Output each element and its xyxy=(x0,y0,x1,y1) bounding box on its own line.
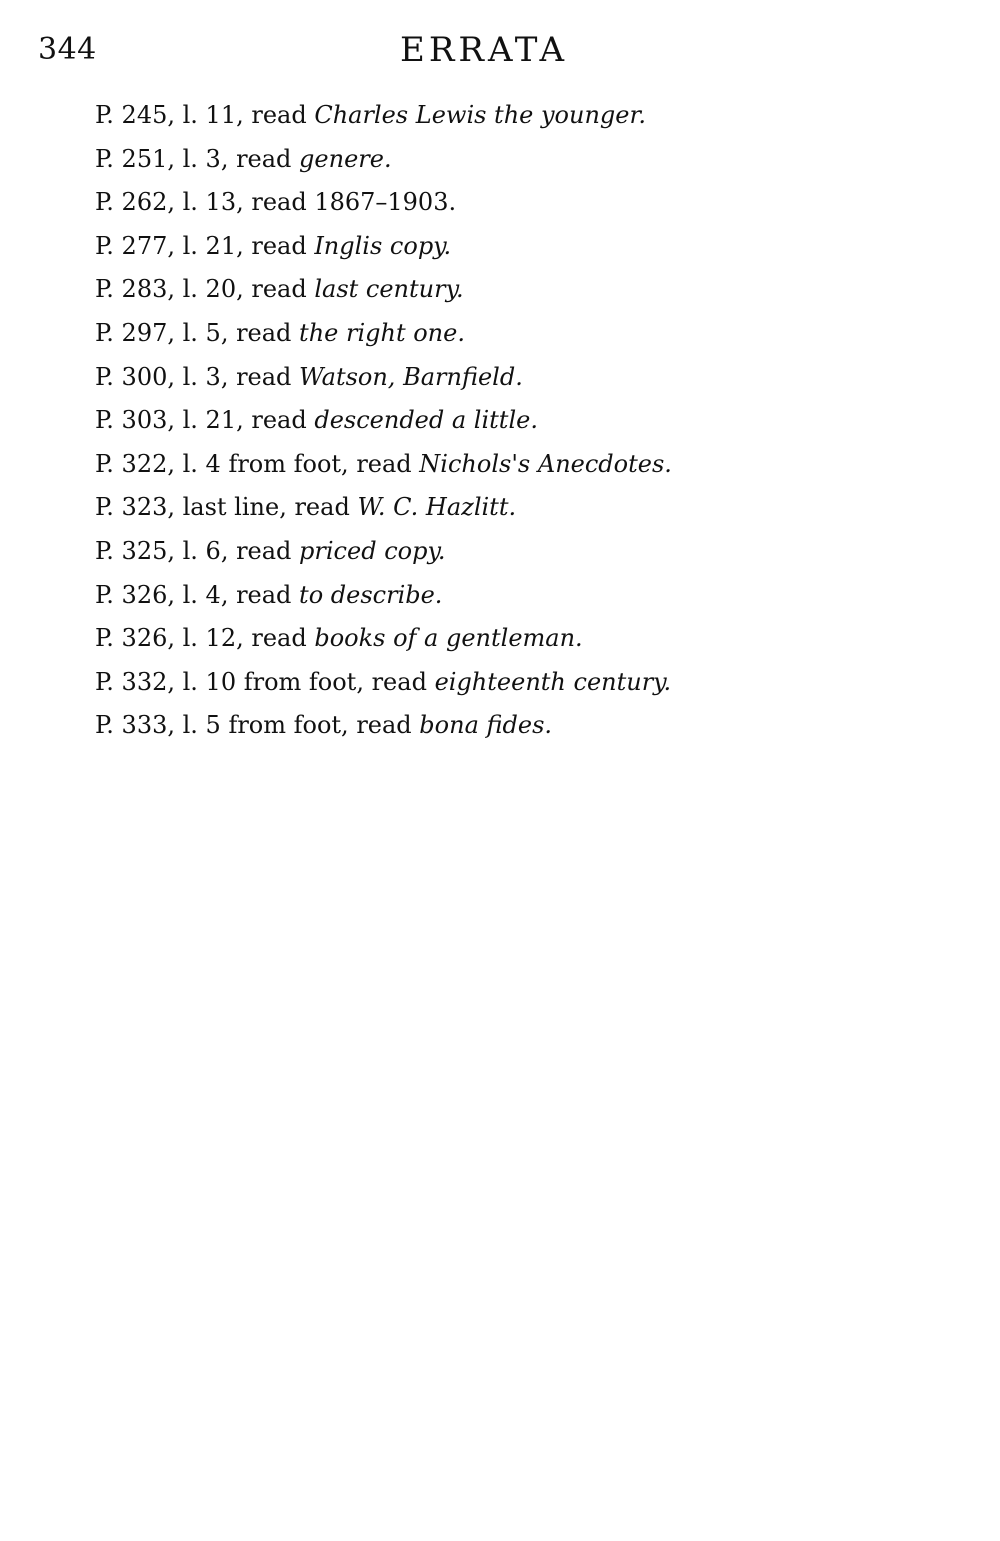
errata-reference: P. 326, l. 12, read xyxy=(95,624,315,653)
errata-item xyxy=(95,617,895,661)
errata-correction: to describe. xyxy=(299,580,443,609)
errata-correction: eighteenth century. xyxy=(434,667,672,696)
errata-item xyxy=(95,138,895,182)
errata-correction: Charles Lewis the younger. xyxy=(314,101,646,129)
errata-reference: P. 245, l. 11, read xyxy=(95,101,315,129)
errata-item xyxy=(95,704,895,748)
errata-correction: last century. xyxy=(314,275,464,304)
errata-reference: P. 297, l. 5, read xyxy=(95,318,300,347)
errata-item xyxy=(95,268,895,312)
errata-correction: W. C. Hazlitt. xyxy=(357,493,517,522)
errata-item xyxy=(95,486,895,530)
errata-item xyxy=(95,443,895,487)
errata-correction: priced copy. xyxy=(299,536,446,565)
errata-item xyxy=(95,181,895,225)
errata-item xyxy=(95,225,895,269)
errata-reference: P. 251, l. 3, read xyxy=(95,144,300,173)
errata-correction: the right one. xyxy=(299,318,465,347)
errata-reference: P. 277, l. 21, read xyxy=(95,231,315,260)
errata-reference: P. 333, l. 5 from foot, read xyxy=(95,711,420,740)
errata-item xyxy=(95,94,895,138)
running-head xyxy=(38,28,678,72)
errata-reference: P. 303, l. 21, read xyxy=(95,406,315,435)
errata-correction: Nichols's Anecdotes. xyxy=(419,449,672,478)
errata-reference: P. 322, l. 4 from foot, read xyxy=(95,449,420,478)
errata-item xyxy=(95,661,895,705)
errata-item xyxy=(95,530,895,574)
errata-correction: bona fides. xyxy=(419,711,553,740)
errata-reference: P. 325, l. 6, read xyxy=(95,536,300,565)
errata-correction: books of a gentleman. xyxy=(314,624,583,653)
errata-reference: P. 262, l. 13, read 1867–1903. xyxy=(95,188,457,217)
errata-correction: Inglis copy. xyxy=(314,231,452,260)
errata-reference: P. 332, l. 10 from foot, read xyxy=(95,667,435,696)
errata-item xyxy=(95,356,895,400)
errata-reference: P. 326, l. 4, read xyxy=(95,580,300,609)
errata-reference: P. 283, l. 20, read xyxy=(95,275,315,304)
errata-list xyxy=(95,94,895,748)
errata-reference: P. 300, l. 3, read xyxy=(95,362,300,391)
page-title: ERRATA xyxy=(400,30,569,70)
errata-item xyxy=(95,399,895,443)
errata-item xyxy=(95,312,895,356)
errata-reference: P. 323, last line, read xyxy=(95,493,358,522)
errata-item xyxy=(95,574,895,618)
errata-correction: genere. xyxy=(299,144,392,173)
errata-correction: Watson, Barnfield. xyxy=(299,362,523,391)
errata-correction: descended a little. xyxy=(314,406,538,435)
page-number: 344 xyxy=(38,32,97,67)
